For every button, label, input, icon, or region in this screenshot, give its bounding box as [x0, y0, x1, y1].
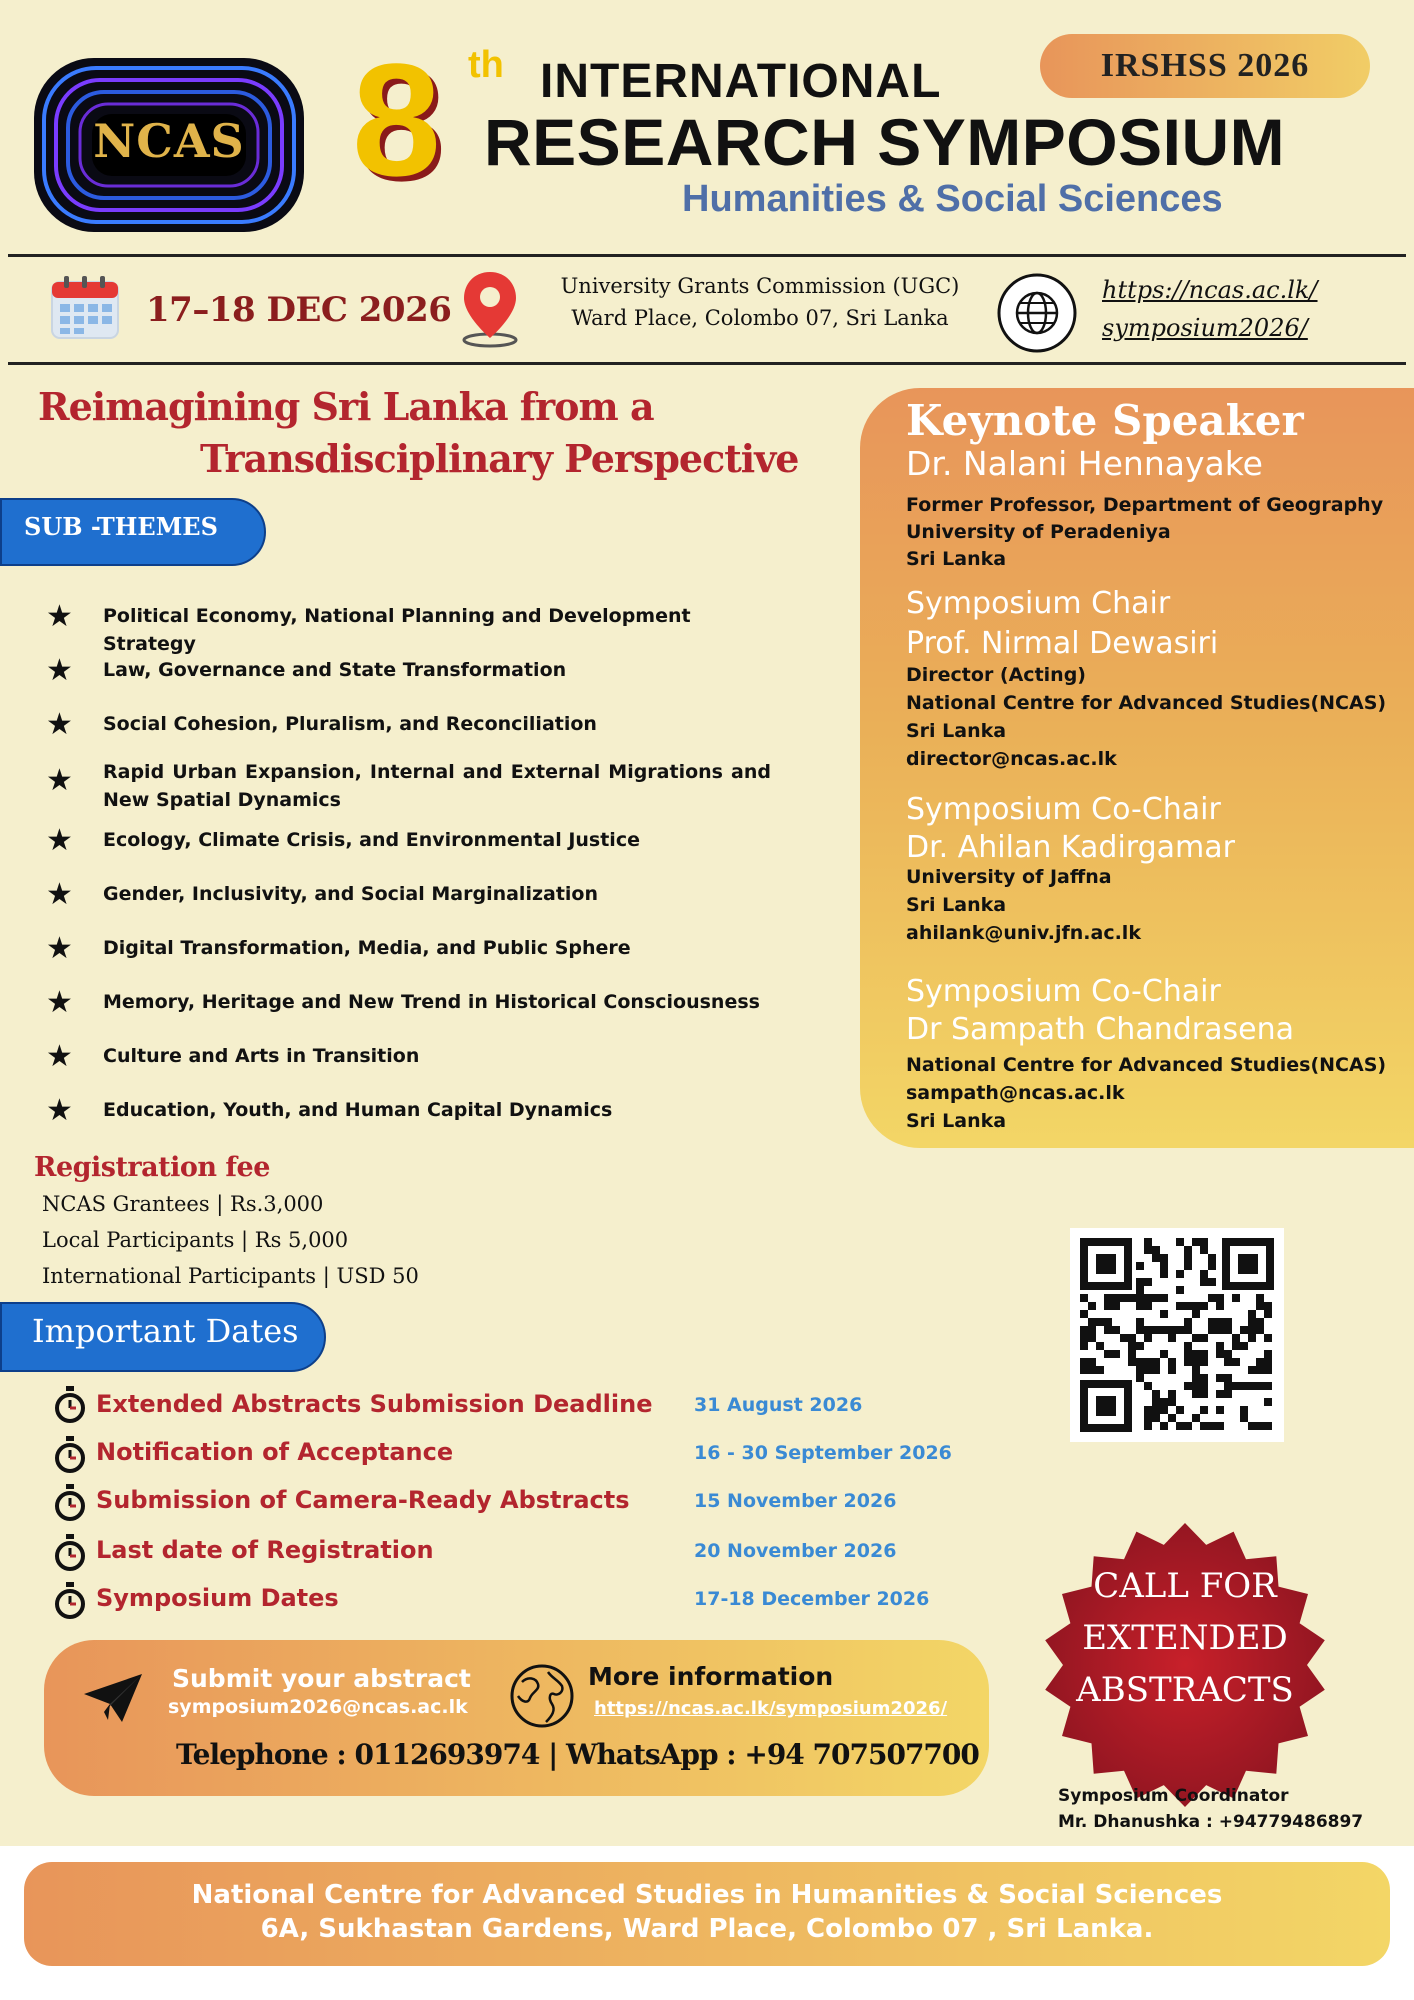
qr-module	[1200, 1350, 1208, 1358]
qr-module	[1264, 1334, 1272, 1342]
header-divider	[8, 254, 1406, 257]
date-item-name: Symposium Dates	[96, 1584, 339, 1612]
qr-module	[1200, 1278, 1208, 1286]
world-globe-icon	[508, 1662, 576, 1730]
qr-module	[1088, 1326, 1096, 1334]
qr-module	[1184, 1262, 1192, 1270]
qr-module	[1128, 1358, 1136, 1366]
location-pin-icon	[458, 268, 522, 348]
badge-line: CALL FOR	[1093, 1566, 1277, 1606]
qr-module	[1200, 1374, 1208, 1382]
qr-module	[1208, 1318, 1216, 1326]
qr-module	[1216, 1422, 1224, 1430]
qr-module	[1248, 1422, 1256, 1430]
subthemes-label: SUB -THEMES	[24, 512, 218, 541]
qr-module	[1104, 1326, 1112, 1334]
main-theme-line2: Transdisciplinary Perspective	[200, 436, 799, 481]
date-item-date: 31 August 2026	[694, 1394, 863, 1416]
qr-module	[1144, 1334, 1152, 1342]
subtheme-text: Social Cohesion, Pluralism, and Reconciliation	[103, 713, 597, 735]
qr-module	[1200, 1246, 1208, 1254]
qr-module	[1240, 1342, 1248, 1350]
keynote-detail: Former Professor, Department of Geography	[906, 494, 1384, 516]
qr-module	[1192, 1366, 1200, 1374]
event-code-badge: IRSHSS 2026	[1040, 34, 1370, 98]
qr-module	[1184, 1246, 1192, 1254]
qr-module	[1216, 1318, 1224, 1326]
fee-row: NCAS Grantees | Rs.3,000	[42, 1192, 324, 1216]
qr-module	[1144, 1382, 1152, 1390]
qr-module	[1248, 1318, 1256, 1326]
stopwatch-icon	[54, 1534, 86, 1572]
qr-module	[1080, 1358, 1088, 1366]
qr-module	[1144, 1302, 1152, 1310]
cochair1-email: ahilank@univ.jfn.ac.lk	[906, 922, 1141, 944]
qr-module	[1256, 1302, 1264, 1310]
subtheme-text: Education, Youth, and Human Capital Dynamics	[103, 1099, 613, 1121]
qr-module	[1192, 1374, 1200, 1382]
qr-module	[1232, 1382, 1240, 1390]
qr-module	[1136, 1358, 1144, 1366]
subtheme-text: Law, Governance and State Transformation	[103, 659, 567, 681]
cochair2-detail: Sri Lanka	[906, 1110, 1007, 1132]
qr-module	[1256, 1294, 1264, 1302]
qr-module	[1144, 1422, 1152, 1430]
qr-module	[1136, 1366, 1144, 1374]
qr-module	[1224, 1326, 1232, 1334]
subtheme-text: Digital Transformation, Media, and Public Sphere	[103, 937, 631, 959]
qr-module	[1088, 1302, 1096, 1310]
chair-detail: National Centre for Advanced Studies(NCAS)	[906, 692, 1387, 714]
star-icon: ★	[46, 931, 73, 966]
qr-module	[1104, 1302, 1112, 1310]
qr-module	[1200, 1302, 1208, 1310]
qr-module	[1104, 1350, 1112, 1358]
qr-module	[1256, 1358, 1264, 1366]
stopwatch-icon	[54, 1582, 86, 1620]
qr-module	[1192, 1358, 1200, 1366]
qr-module	[1128, 1350, 1136, 1358]
qr-module	[1112, 1302, 1120, 1310]
paper-plane-icon	[82, 1672, 144, 1724]
footer-address: 6A, Sukhastan Gardens, Ward Place, Colombo 07 , Sri Lanka.	[260, 1914, 1154, 1944]
qr-module	[1144, 1294, 1152, 1302]
title-field: Humanities & Social Sciences	[682, 178, 1223, 220]
qr-module	[1160, 1254, 1168, 1262]
qr-module	[1208, 1262, 1216, 1270]
qr-module	[1208, 1278, 1216, 1286]
qr-module	[1224, 1350, 1232, 1358]
qr-module	[1184, 1382, 1192, 1390]
qr-module	[1096, 1318, 1104, 1326]
qr-module	[1080, 1342, 1088, 1350]
qr-module	[1192, 1390, 1200, 1398]
qr-module	[1264, 1310, 1272, 1318]
qr-module	[1120, 1334, 1128, 1342]
qr-module	[1176, 1406, 1184, 1414]
qr-module	[1240, 1326, 1248, 1334]
subtheme-text: Rapid Urban Expansion, Internal and External Migrations and New Spatial Dynamics	[103, 761, 771, 811]
footer-organization: National Centre for Advanced Studies in Humanities & Social Sciences	[191, 1880, 1223, 1910]
qr-module	[1200, 1382, 1208, 1390]
qr-module	[1112, 1326, 1120, 1334]
qr-module	[1136, 1294, 1144, 1302]
venue-address: Ward Place, Colombo 07, Sri Lanka	[571, 306, 949, 330]
qr-module	[1120, 1294, 1128, 1302]
coordinator-contact: Mr. Dhanushka : +94779486897	[1058, 1812, 1364, 1832]
qr-module	[1152, 1414, 1160, 1422]
qr-module	[1160, 1326, 1168, 1334]
qr-module	[1128, 1342, 1136, 1350]
date-item-date: 16 - 30 September 2026	[694, 1442, 952, 1464]
cochair2-name: Dr Sampath Chandrasena	[906, 1012, 1294, 1047]
qr-module	[1248, 1366, 1256, 1374]
qr-module	[1160, 1310, 1168, 1318]
qr-module	[1088, 1318, 1096, 1326]
qr-module	[1184, 1342, 1192, 1350]
chair-name: Prof. Nirmal Dewasiri	[906, 626, 1219, 661]
more-info-label: More information	[588, 1662, 834, 1691]
qr-module	[1080, 1334, 1088, 1342]
qr-module	[1136, 1342, 1144, 1350]
qr-module	[1160, 1406, 1168, 1414]
qr-module	[1208, 1326, 1216, 1334]
cochair1-name: Dr. Ahilan Kadirgamar	[906, 830, 1235, 865]
cochair1-detail: University of Jaffna	[906, 866, 1112, 888]
qr-module	[1232, 1342, 1240, 1350]
qr-module	[1256, 1382, 1264, 1390]
badge-line: ABSTRACTS	[1076, 1670, 1294, 1710]
chair-detail: Sri Lanka	[906, 720, 1007, 742]
submit-email-link[interactable]: symposium2026@ncas.ac.lk	[168, 1696, 468, 1718]
qr-module	[1240, 1414, 1248, 1422]
qr-module	[1264, 1302, 1272, 1310]
qr-module	[1224, 1390, 1232, 1398]
calendar-icon	[50, 274, 120, 340]
qr-module	[1224, 1358, 1232, 1366]
qr-module	[1216, 1350, 1224, 1358]
keynote-detail: Sri Lanka	[906, 548, 1007, 570]
qr-module	[1192, 1334, 1200, 1342]
qr-module	[1256, 1326, 1264, 1334]
info-divider	[8, 362, 1406, 365]
qr-module	[1240, 1406, 1248, 1414]
star-icon: ★	[46, 763, 73, 798]
qr-module	[1112, 1294, 1120, 1302]
qr-module	[1160, 1422, 1168, 1430]
star-icon: ★	[46, 877, 73, 912]
qr-module	[1088, 1366, 1096, 1374]
main-theme-line1: Reimagining Sri Lanka from a	[38, 384, 654, 429]
qr-module	[1168, 1398, 1176, 1406]
qr-module	[1184, 1254, 1192, 1262]
qr-module	[1192, 1382, 1200, 1390]
qr-module	[1128, 1294, 1136, 1302]
qr-module	[1144, 1278, 1152, 1286]
globe-icon	[996, 272, 1078, 354]
qr-module	[1184, 1350, 1192, 1358]
qr-module	[1248, 1382, 1256, 1390]
title-research-symposium: RESEARCH SYMPOSIUM	[484, 105, 1286, 179]
qr-module	[1200, 1406, 1208, 1414]
qr-module	[1192, 1302, 1200, 1310]
stopwatch-icon	[54, 1436, 86, 1474]
qr-code[interactable]	[1070, 1228, 1284, 1442]
qr-module	[1248, 1310, 1256, 1318]
date-item-name: Extended Abstracts Submission Deadline	[96, 1390, 653, 1418]
qr-module	[1184, 1358, 1192, 1366]
qr-module	[1160, 1398, 1168, 1406]
stopwatch-icon	[54, 1484, 86, 1522]
qr-module	[1168, 1326, 1176, 1334]
keynote-detail: University of Peradeniya	[906, 521, 1171, 543]
qr-module	[1152, 1254, 1160, 1262]
qr-module	[1128, 1334, 1136, 1342]
qr-module	[1184, 1422, 1192, 1430]
qr-module	[1184, 1326, 1192, 1334]
subtheme-text: Gender, Inclusivity, and Social Marginalization	[103, 883, 599, 905]
subtheme-text: Political Economy, National Planning and Development Strategy	[103, 605, 691, 655]
qr-module	[1176, 1326, 1184, 1334]
qr-module	[1208, 1254, 1216, 1262]
qr-module	[1264, 1366, 1272, 1374]
call-for-abstracts-badge	[1040, 1520, 1330, 1810]
qr-module	[1224, 1318, 1232, 1326]
date-item-date: 15 November 2026	[694, 1490, 897, 1512]
qr-module	[1232, 1334, 1240, 1342]
qr-module	[1200, 1270, 1208, 1278]
qr-module	[1168, 1390, 1176, 1398]
qr-module	[1144, 1406, 1152, 1414]
qr-module	[1160, 1270, 1168, 1278]
qr-module	[1224, 1374, 1232, 1382]
qr-module	[1256, 1366, 1264, 1374]
qr-module	[1208, 1422, 1216, 1430]
qr-module	[1176, 1286, 1184, 1294]
qr-module	[1200, 1422, 1208, 1430]
website-link-path[interactable]: symposium2026/	[1102, 314, 1308, 342]
submit-abstract-label: Submit your abstract	[172, 1664, 471, 1693]
qr-module	[1144, 1246, 1152, 1254]
badge-line: EXTENDED	[1082, 1618, 1288, 1658]
cochair2-role: Symposium Co-Chair	[906, 974, 1221, 1009]
cochair2-email: sampath@ncas.ac.lk	[906, 1082, 1125, 1104]
star-icon: ★	[46, 823, 73, 858]
qr-module	[1080, 1366, 1088, 1374]
star-icon: ★	[46, 653, 73, 688]
star-icon: ★	[46, 707, 73, 742]
website-link[interactable]: https://ncas.ac.lk/	[1102, 276, 1318, 304]
cochair1-detail: Sri Lanka	[906, 894, 1007, 916]
qr-module	[1176, 1422, 1184, 1430]
qr-module	[1136, 1278, 1144, 1286]
qr-module	[1136, 1302, 1144, 1310]
qr-module	[1104, 1318, 1112, 1326]
qr-module	[1232, 1294, 1240, 1302]
date-item-date: 20 November 2026	[694, 1540, 897, 1562]
more-info-link[interactable]: https://ncas.ac.lk/symposium2026/	[594, 1698, 948, 1719]
qr-module	[1160, 1294, 1168, 1302]
qr-module	[1152, 1390, 1160, 1398]
qr-module	[1144, 1414, 1152, 1422]
star-icon: ★	[46, 599, 73, 634]
date-item-date: 17-18 December 2026	[694, 1588, 930, 1610]
qr-module	[1096, 1342, 1104, 1350]
qr-module	[1264, 1358, 1272, 1366]
qr-module	[1184, 1318, 1192, 1326]
coordinator-label: Symposium Coordinator	[1058, 1786, 1289, 1806]
ncas-logo	[28, 52, 310, 238]
venue-name: University Grants Commission (UGC)	[560, 274, 960, 298]
qr-module	[1088, 1358, 1096, 1366]
subtheme-text: Memory, Heritage and New Trend in Historical Consciousness	[103, 991, 760, 1013]
qr-module	[1152, 1406, 1160, 1414]
qr-module	[1152, 1294, 1160, 1302]
qr-module	[1168, 1414, 1176, 1422]
qr-module	[1200, 1238, 1208, 1246]
qr-module	[1264, 1382, 1272, 1390]
event-date: 17–18 DEC 2026	[146, 290, 452, 330]
fee-row: Local Participants | Rs 5,000	[42, 1228, 349, 1252]
qr-module	[1152, 1398, 1160, 1406]
qr-module	[1176, 1238, 1184, 1246]
qr-module	[1256, 1422, 1264, 1430]
qr-module	[1264, 1350, 1272, 1358]
keynote-heading: Keynote Speaker	[906, 396, 1304, 445]
qr-module	[1152, 1366, 1160, 1374]
qr-module	[1168, 1366, 1176, 1374]
qr-module	[1208, 1294, 1216, 1302]
star-icon: ★	[46, 985, 73, 1020]
qr-module	[1216, 1406, 1224, 1414]
chair-detail: Director (Acting)	[906, 664, 1086, 686]
qr-module	[1200, 1358, 1208, 1366]
qr-module	[1216, 1374, 1224, 1382]
qr-module	[1264, 1422, 1272, 1430]
qr-module	[1112, 1350, 1120, 1358]
logo-text: NCAS	[93, 114, 245, 168]
qr-module	[1144, 1358, 1152, 1366]
qr-module	[1192, 1238, 1200, 1246]
qr-module	[1152, 1246, 1160, 1254]
qr-module	[1144, 1238, 1152, 1246]
qr-module	[1136, 1286, 1144, 1294]
qr-module	[1240, 1382, 1248, 1390]
qr-module	[1264, 1398, 1272, 1406]
qr-module	[1160, 1350, 1168, 1358]
cochair2-detail: National Centre for Advanced Studies(NCAS)	[906, 1054, 1387, 1076]
qr-module	[1104, 1294, 1112, 1302]
edition-suffix: th	[468, 44, 504, 86]
qr-module	[1232, 1358, 1240, 1366]
qr-module	[1080, 1326, 1088, 1334]
subtheme-text: Ecology, Climate Crisis, and Environmental Justice	[103, 829, 640, 851]
title-international: INTERNATIONAL	[540, 55, 942, 108]
qr-module	[1168, 1358, 1176, 1366]
qr-module	[1200, 1390, 1208, 1398]
qr-module	[1192, 1414, 1200, 1422]
qr-module	[1080, 1310, 1088, 1318]
qr-module	[1176, 1270, 1184, 1278]
qr-module	[1192, 1310, 1200, 1318]
qr-module	[1216, 1390, 1224, 1398]
contact-phone-numbers: Telephone : 0112693974 | WhatsApp : +94 707507700	[176, 1738, 979, 1771]
qr-module	[1248, 1334, 1256, 1342]
qr-module	[1088, 1334, 1096, 1342]
date-item-name: Notification of Acceptance	[96, 1438, 454, 1466]
star-icon: ★	[46, 1039, 73, 1074]
qr-module	[1224, 1382, 1232, 1390]
qr-module	[1136, 1326, 1144, 1334]
qr-module	[1096, 1366, 1104, 1374]
star-icon: ★	[46, 1093, 73, 1128]
qr-module	[1152, 1326, 1160, 1334]
important-dates-label: Important Dates	[32, 1312, 299, 1350]
qr-module	[1216, 1326, 1224, 1334]
subtheme-text: Culture and Arts in Transition	[103, 1045, 420, 1067]
qr-module	[1136, 1374, 1144, 1382]
cochair1-role: Symposium Co-Chair	[906, 792, 1221, 827]
qr-module	[1192, 1350, 1200, 1358]
qr-module	[1144, 1366, 1152, 1374]
qr-module	[1216, 1302, 1224, 1310]
chair-email: director@ncas.ac.lk	[906, 748, 1117, 770]
qr-module	[1176, 1302, 1184, 1310]
stopwatch-icon	[54, 1386, 86, 1424]
date-item-name: Submission of Camera-Ready Abstracts	[96, 1486, 630, 1514]
date-item-name: Last date of Registration	[96, 1536, 434, 1564]
qr-module	[1216, 1294, 1224, 1302]
qr-module	[1152, 1358, 1160, 1366]
qr-module	[1200, 1334, 1208, 1342]
qr-module	[1168, 1334, 1176, 1342]
registration-heading: Registration fee	[34, 1152, 270, 1183]
qr-module	[1136, 1262, 1144, 1270]
edition-number: 8	[352, 30, 441, 209]
chair-role: Symposium Chair	[906, 586, 1171, 621]
fee-row: International Participants | USD 50	[42, 1264, 419, 1288]
qr-module	[1256, 1318, 1264, 1326]
qr-module	[1080, 1294, 1088, 1302]
qr-module	[1248, 1326, 1256, 1334]
qr-module	[1144, 1326, 1152, 1334]
keynote-name: Dr. Nalani Hennayake	[906, 444, 1263, 483]
qr-module	[1216, 1342, 1224, 1350]
qr-module	[1184, 1302, 1192, 1310]
qr-module	[1136, 1318, 1144, 1326]
qr-module	[1160, 1262, 1168, 1270]
